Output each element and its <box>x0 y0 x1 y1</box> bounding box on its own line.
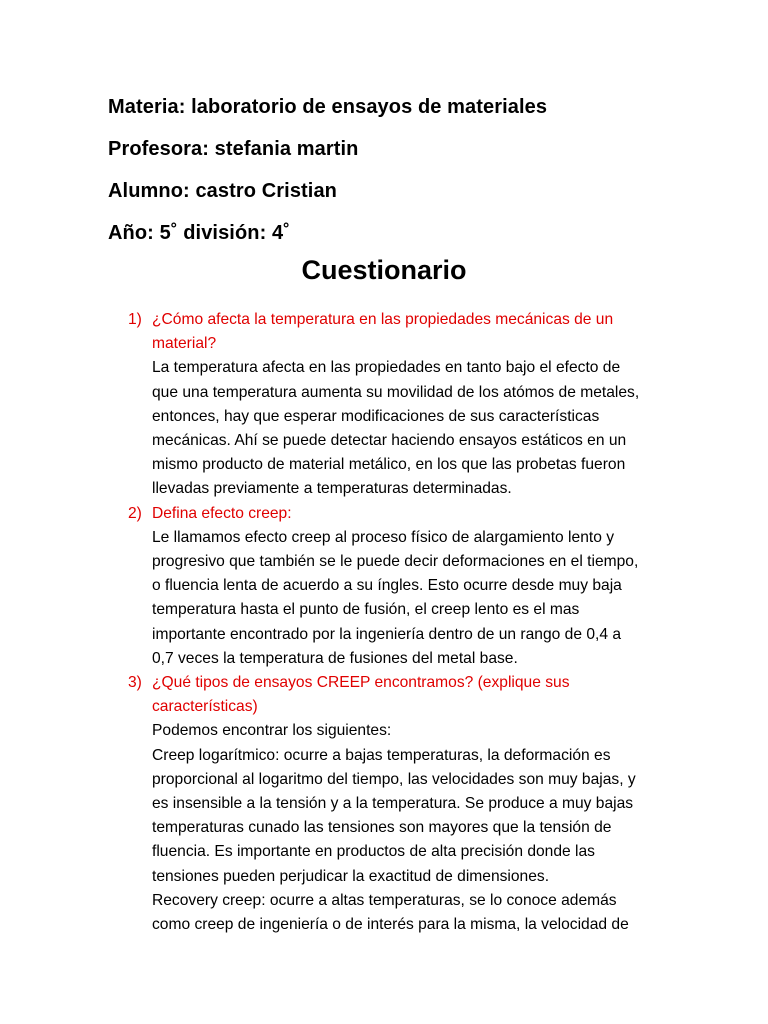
answer-paragraph: Recovery creep: ocurre a altas temperaturas, se lo conoce además como creep de ingeniería o de interés para la misma, la velocidad de <box>152 891 629 934</box>
question-text: ¿Qué tipos de ensayos CREEP encontramos? (explique sus características) <box>152 674 570 716</box>
answer-paragraph: Creep logarítmico: ocurre a bajas temperaturas, la deformación es proporcional al logaritmo del tiempo, las velocidades son muy bajas, y es insensible a la tensión y a la temperatura. Se produce a muy bajas temperaturas cunado las tensiones son mayores que la tensión de fluencia. Es importante en productos de alta precisión donde las tensiones pueden perjudicar la exactitud de dimensiones. <box>152 746 636 885</box>
question-number: 3) <box>128 674 142 692</box>
answer-text <box>152 526 644 671</box>
question-list <box>0 308 768 937</box>
teacher-line: Profesora: stefania martin <box>108 138 359 160</box>
answer-paragraph: La temperatura afecta en las propiedades en tanto bajo el efecto de que una temperatura aumenta su movilidad de los atómos de metales, entonces, hay que esperar modificaciones de sus características mecánicas. Ahí se puede detectar haciendo ensayos estáticos en un mismo producto de material metálico, en los que las probetas fueron llevadas previamente a temperaturas determinadas. <box>152 359 640 498</box>
page-title: Cuestionario <box>301 255 467 285</box>
question-1 <box>0 308 768 502</box>
answer-paragraph: Podemos encontrar los siguientes: <box>152 722 392 740</box>
question-text: Defina efecto creep: <box>152 504 292 522</box>
answer-text <box>152 719 644 937</box>
question-number: 2) <box>128 504 142 522</box>
question-text: ¿Cómo afecta la temperatura en las propiedades mecánicas de un material? <box>152 311 614 353</box>
subject-line: Materia: laboratorio de ensayos de materiales <box>108 96 548 118</box>
question-2 <box>0 502 768 671</box>
question-3 <box>0 671 768 937</box>
year-division-line: Año: 5˚ división: 4˚ <box>108 222 290 244</box>
answer-text <box>152 356 644 501</box>
question-number: 1) <box>128 311 142 328</box>
student-line: Alumno: castro Cristian <box>108 180 337 202</box>
answer-paragraph: Le llamamos efecto creep al proceso físico de alargamiento lento y progresivo que también se le puede decir deformaciones en el tiempo, o fluencia lenta de acuerdo a su íngles. Esto ocurre desde muy baja temperatura hasta el punto de fusión, el creep lento es el mas importante encontrado por la ingeniería dentro de un rango de 0,4 a 0,7 veces la temperatura de fusiones del metal base. <box>152 528 639 667</box>
